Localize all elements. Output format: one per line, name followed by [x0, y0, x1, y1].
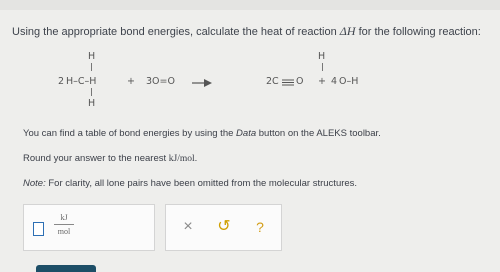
- info-line1-b: button on the ALEKS toolbar.: [258, 128, 381, 139]
- plus-sign-1: +: [127, 76, 135, 87]
- undo-icon: ↺: [217, 218, 231, 235]
- water-coefficient: 4: [331, 76, 338, 87]
- answer-input[interactable]: [33, 222, 44, 236]
- methane-coefficient: 2: [58, 76, 65, 87]
- info-line-note: [23, 178, 357, 189]
- close-icon: ×: [183, 218, 193, 235]
- methane-bond-bottom: [91, 88, 92, 96]
- units-numerator: kJ: [60, 213, 68, 222]
- bottom-tab[interactable]: [36, 265, 96, 272]
- undo-button[interactable]: [210, 214, 238, 240]
- info-line2-a: Round your answer to the nearest: [23, 153, 167, 164]
- reaction-equation: [0, 0, 500, 125]
- info-units: kJ/mol: [168, 154, 195, 164]
- note-text: For clarity, all lone pairs have been omitted from the molecular structures.: [48, 178, 358, 189]
- triple-bond-icon: [282, 78, 294, 87]
- answer-panel: [23, 204, 155, 251]
- note-label: Note:: [23, 178, 46, 189]
- info-line-data: [23, 128, 381, 139]
- question-prefix: Using the appropriate bond energies, calculate the heat of reaction: [12, 26, 337, 38]
- fraction-bar: [54, 224, 74, 225]
- help-button[interactable]: [246, 214, 274, 240]
- data-link[interactable]: Data: [236, 128, 257, 139]
- delta-h-symbol: ΔH: [339, 24, 356, 38]
- info-period: .: [194, 153, 198, 164]
- co2-coefficient-carbon: 2C: [266, 76, 279, 87]
- oxygen-formula: 3O=O: [146, 76, 175, 87]
- units-fraction: [48, 213, 80, 236]
- info-line-round: [23, 153, 197, 164]
- co-oxygen: O: [296, 76, 304, 87]
- question-suffix: for the following reaction:: [358, 26, 481, 38]
- water-bond-top: [322, 63, 323, 71]
- methane-formula: H–C–H: [66, 76, 97, 87]
- plus-sign-2: +: [318, 76, 326, 87]
- reaction-arrow: [192, 79, 212, 87]
- methane-h-bottom: H: [88, 98, 96, 109]
- methane-bond-top: [91, 63, 92, 71]
- clear-button[interactable]: [174, 214, 202, 240]
- units-denominator: mol: [57, 227, 71, 236]
- methane-h-top: H: [88, 51, 96, 62]
- help-icon: ?: [256, 219, 264, 235]
- water-formula: O–H: [339, 76, 359, 87]
- info-line1-a: You can find a table of bond energies by using the: [23, 128, 234, 139]
- water-h-top: H: [318, 51, 326, 62]
- tools-panel: [165, 204, 282, 251]
